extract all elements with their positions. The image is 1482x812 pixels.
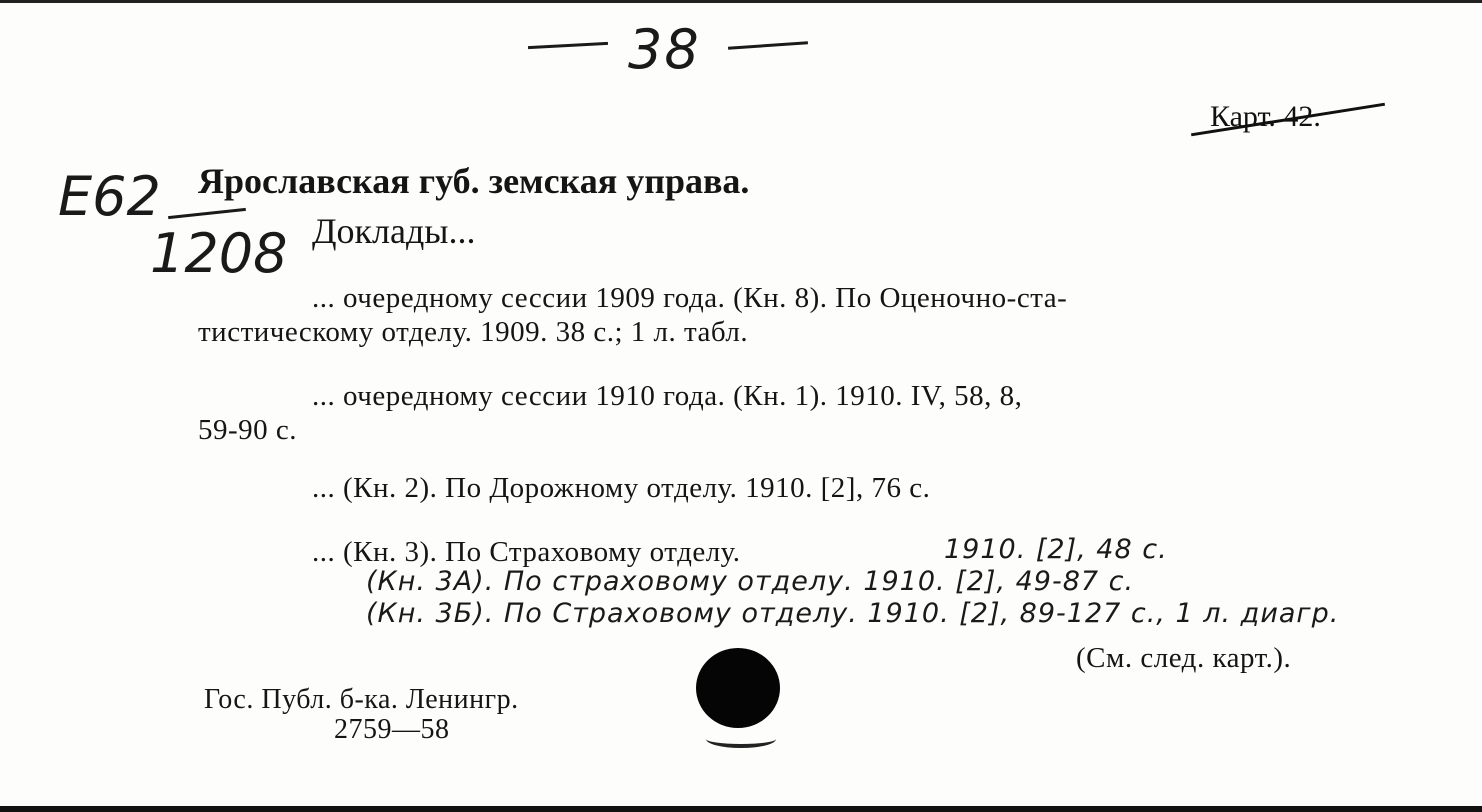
page-number-dash-right: [728, 41, 808, 50]
page-number-dash-left: [528, 42, 608, 49]
library-number: 2759—58: [334, 714, 450, 745]
entry-3-line-1: ... (Кн. 2). По Дорожному отделу. 1910. [2], 76 с.: [312, 472, 931, 504]
handwritten-kn3a: (Кн. 3А). По страховому отделу. 1910. [2], 49-87 с.: [366, 566, 1135, 597]
entry-1-line-1: ... очередному сессии 1909 года. (Кн. 8). По Оценочно-ста-: [312, 282, 1068, 314]
card-subtitle: Доклады...: [312, 211, 476, 251]
shelf-mark-top: E62: [58, 165, 161, 228]
shelf-mark-bottom: 1208: [150, 222, 288, 285]
bottom-edge: [0, 806, 1482, 812]
punch-hole: [696, 648, 780, 728]
entry-2-line-1: ... очередному сессии 1910 года. (Кн. 1). 1910. IV, 58, 8,: [312, 380, 1023, 412]
entry-2-line-2: 59-90 с.: [198, 414, 298, 446]
punch-hole-mark: [706, 730, 776, 748]
handwritten-kn3b: (Кн. 3Б). По Страховому отделу. 1910. [2], 89-127 с., 1 л. диагр.: [366, 598, 1340, 629]
shelf-mark-fraction-bar: [168, 208, 246, 219]
top-edge: [0, 0, 1482, 3]
card-title: Ярославская губ. земская управа.: [198, 161, 750, 201]
card-reference: Карт. 42.: [1210, 100, 1321, 133]
page-number: 38: [628, 18, 701, 81]
entry-4-line-1: ... (Кн. 3). По Страховому отделу.: [312, 536, 741, 568]
handwritten-kn3-pages: 1910. [2], 48 с.: [944, 534, 1168, 565]
see-next-card: (См. след. карт.).: [1076, 642, 1292, 674]
entry-1-line-2: тистическому отделу. 1909. 38 с.; 1 л. табл.: [198, 316, 749, 348]
library-name: Гос. Публ. б-ка. Ленингр.: [204, 684, 519, 715]
